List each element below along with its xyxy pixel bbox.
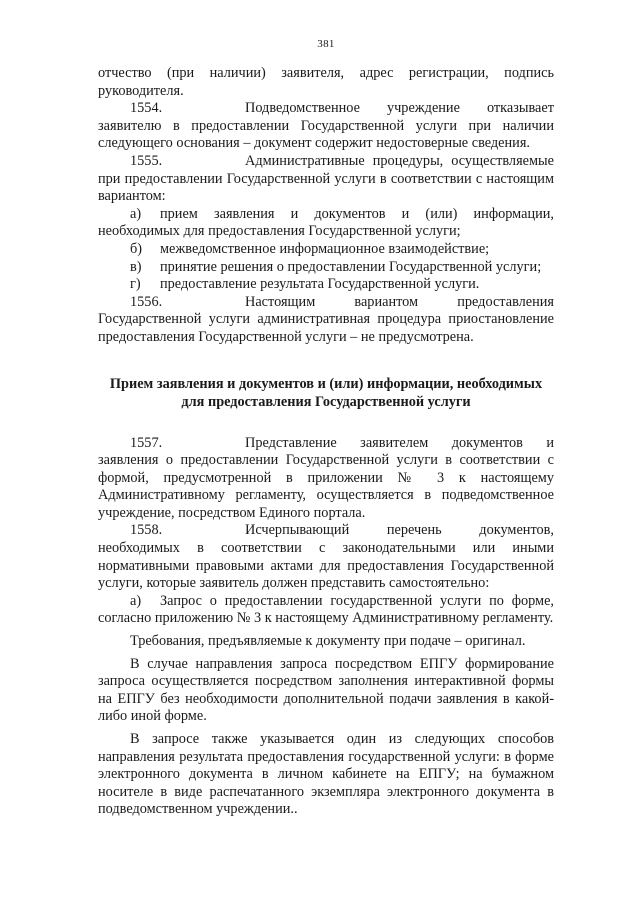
section-heading: Прием заявления и документов и (или) информации, необходимых для предоставления Государственной услуги bbox=[109, 375, 543, 410]
paragraph-number: 1558. bbox=[130, 522, 163, 539]
list-text: Запрос о предоставлении государственной услуги по форме, согласно приложению № 3 к настоящему Административному регламенту. bbox=[98, 592, 554, 627]
list-item-a bbox=[98, 206, 554, 241]
paragraph-epgu-request: В случае направления запроса посредством ЕПГУ формирование запроса осуществляется посредством заполнения интерактивной формы на ЕПГУ без необходимости дополнительной подачи заявления в какой-либо иной форме. bbox=[98, 655, 554, 725]
paragraph-1556 bbox=[98, 294, 554, 347]
paragraph-continuation: отчество (при наличии) заявителя, адрес регистрации, подпись руководителя. bbox=[98, 65, 554, 99]
paragraph-1557 bbox=[98, 435, 554, 523]
paragraph-1554 bbox=[98, 100, 554, 153]
paragraph-1558 bbox=[98, 522, 554, 592]
document-body bbox=[98, 65, 554, 819]
paragraph-number: 1554. bbox=[130, 100, 163, 117]
list-letter: а) bbox=[130, 592, 142, 609]
paragraph-text: Настоящим вариантом предоставления Государственной услуги административная процедура приостановление предоставления Государственной услуги – не предусмотрена. bbox=[98, 293, 554, 345]
list-text: межведомственное информационное взаимодействие; bbox=[160, 240, 490, 257]
paragraph-text: Подведомственное учреждение отказывает заявителю в предоставлении Государственной услуги при наличии следующего основания – документ содержит недостоверные сведения. bbox=[98, 100, 554, 152]
list-item-g bbox=[98, 276, 554, 294]
list-letter: г) bbox=[130, 276, 141, 293]
list-letter: б) bbox=[130, 240, 143, 257]
paragraph-number: 1556. bbox=[130, 293, 163, 310]
list-item-a-request bbox=[98, 593, 554, 628]
list-text: прием заявления и документов и (или) информации, необходимых для предоставления Государственной услуги; bbox=[98, 205, 554, 240]
list-letter: а) bbox=[130, 205, 142, 222]
paragraph-1555 bbox=[98, 153, 554, 206]
paragraph-text: Представление заявителем документов и заявления о предоставлении Государственной услуги в соответствии с формой, предусмотренной в приложении № 3 к настоящему Административному регламенту, осуществляется в подведомственное учреждение, посредством Единого портала. bbox=[98, 434, 554, 521]
list-item-v bbox=[98, 259, 554, 277]
paragraph-requirements: Требования, предъявляемые к документу при подаче – оригинал. bbox=[130, 633, 526, 650]
page-number: 381 bbox=[317, 38, 335, 50]
list-text: предоставление результата Государственной услуги. bbox=[160, 276, 480, 293]
paragraph-number: 1555. bbox=[130, 152, 163, 169]
list-item-b bbox=[98, 241, 554, 259]
paragraph-result-methods: В запросе также указывается один из следующих способов направления результата предоставления государственной услуги: в форме электронного документа в личном кабинете на ЕПГУ; на бумажном носителе в виде распечатанного экземпляра электронного документа в подведомственном учреждении.. bbox=[98, 731, 554, 818]
paragraph-text: Исчерпывающий перечень документов, необходимых в соответствии с законодательными или иными нормативными правовыми актами для предоставления Государственной услуги, которые заявитель должен представить самостоятельно: bbox=[98, 522, 554, 592]
paragraph-number: 1557. bbox=[130, 434, 163, 451]
list-letter: в) bbox=[130, 258, 142, 275]
paragraph-text: Административные процедуры, осуществляемые при предоставлении Государственной услуги в соответствии с настоящим вариантом: bbox=[98, 152, 554, 205]
list-text: принятие решения о предоставлении Государственной услуги; bbox=[160, 258, 542, 275]
